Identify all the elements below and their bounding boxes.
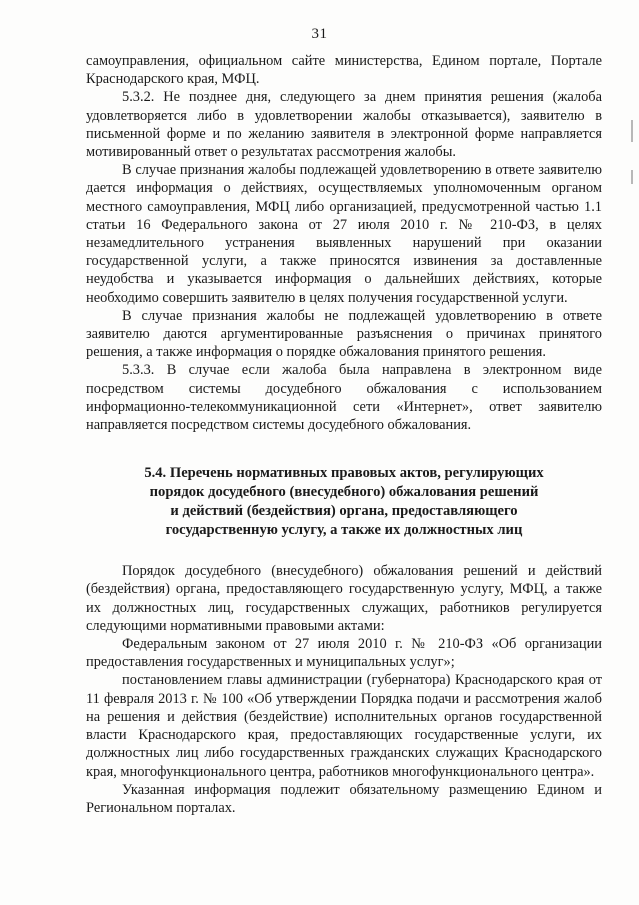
- paragraph: В случае признания жалобы подлежащей удовлетворению в ответе заявителю дается информация о действиях, осуществляемых уполномоченным органом местного самоуправления, МФЦ либо организацией, предусмотренной частью 1.1 статьи 16 Федерального закона от 27 июля 2010 г. № 210-ФЗ, в целях незамедлительного устранения выявленных нарушений при оказании государственной услуги, а также приносятся извинения за доставленные неудобства и указывается информация о дальнейших действиях, которые необходимо совершить заявителю в целях получения государственной услуги.: [86, 162, 602, 306]
- scan-artifact: [631, 170, 633, 184]
- heading-line: порядок досудебного (внесудебного) обжалования решений: [149, 484, 539, 501]
- paragraph: Порядок досудебного (внесудебного) обжалования решений и действий (бездействия) органа, предоставляющего государственную услугу, МФЦ, а также их должностных лиц, государственных служащих, работников регулируется следующими нормативными правовыми актами:: [86, 563, 602, 634]
- paragraph: постановлением главы администрации (губернатора) Краснодарского края от 11 февраля 2013 г. № 100 «Об утверждении Порядка подачи и рассмотрения жалоб на решения и действия (бездействие) исполнительных органов государственной власти Краснодарского края, предоставляющих государственные услуги, их должностных лиц либо государственных гражданских служащих Краснодарского края, многофункционального центра, работников многофункционального центра».: [86, 672, 602, 780]
- paragraph: Указанная информация подлежит обязательному размещению Едином и Региональном порталах.: [86, 781, 602, 816]
- scan-artifact: [631, 120, 633, 142]
- section-5-4-heading: [86, 464, 602, 540]
- paragraph: В случае признания жалобы не подлежащей удовлетворению в ответе заявителю даются аргументированные разъяснения о причинах принятого решения, а также информация о порядке обжалования принятого решения.: [86, 307, 602, 361]
- heading-line: государственную услугу, а также их должностных лиц: [165, 522, 523, 539]
- section-5-3-text: [86, 52, 602, 434]
- paragraph: самоуправления, официальном сайте министерства, Едином портале, Портале Краснодарского края, МФЦ.: [86, 53, 602, 88]
- paragraph-5-3-2: 5.3.2. Не позднее дня, следующего за днем принятия решения (жалоба удовлетворяется либо в удовлетворении жалобы отказывается), заявителю в письменной форме и по желанию заявителя в электронной форме направляется мотивированный ответ о результатах рассмотрения жалобы.: [86, 89, 602, 161]
- paragraph: Федеральным законом от 27 июля 2010 г. № 210-ФЗ «Об организации предоставления государственных и муниципальных услуг»;: [86, 636, 602, 671]
- heading-line: 5.4. Перечень нормативных правовых актов, регулирующих: [144, 465, 544, 482]
- page-number: 31: [311, 26, 328, 42]
- heading-line: и действий (бездействия) органа, предоставляющего: [170, 503, 518, 520]
- section-5-4-text: [86, 562, 602, 817]
- paragraph-5-3-3: 5.3.3. В случае если жалоба была направлена в электронном виде посредством системы досудебного обжалования с использованием информационно-телекоммуникационной сети «Интернет», ответ заявителю направляется посредством системы досудебного обжалования.: [86, 362, 602, 434]
- document-body: [86, 52, 602, 817]
